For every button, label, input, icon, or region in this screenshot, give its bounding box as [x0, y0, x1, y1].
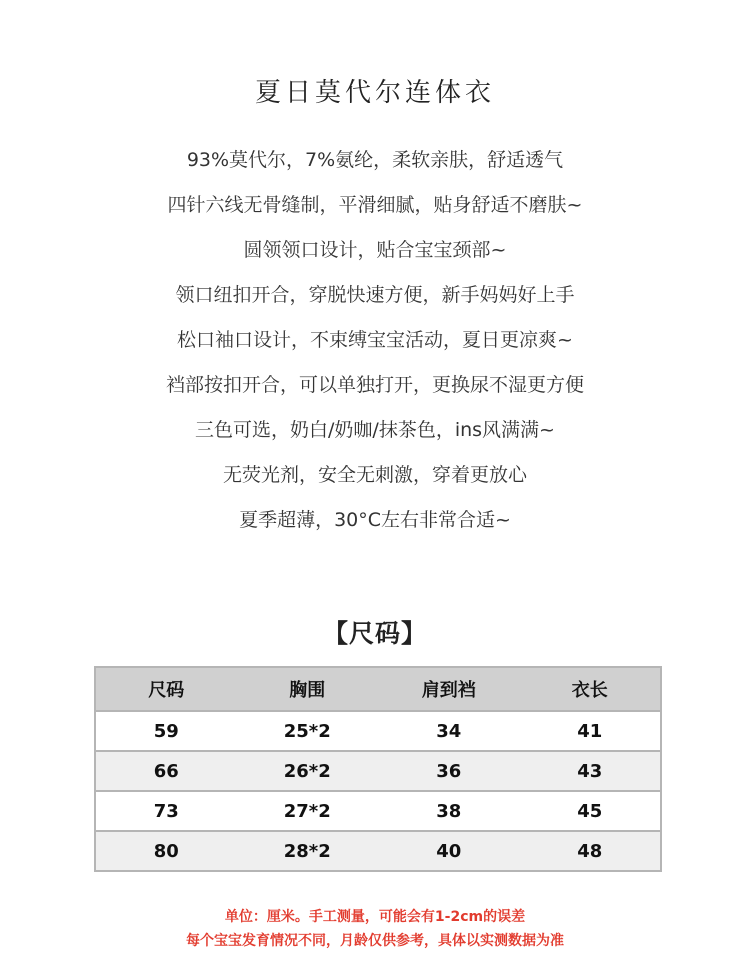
- table-cell: 66: [95, 751, 237, 791]
- table-cell: 26*2: [237, 751, 379, 791]
- size-table: [94, 666, 662, 872]
- table-cell: 25*2: [237, 711, 379, 751]
- table-cell: 59: [95, 711, 237, 751]
- feature-item: 裆部按扣开合，可以单独打开，更换尿不湿更方便: [165, 374, 584, 396]
- table-cell: 48: [520, 831, 662, 871]
- feature-list: [0, 143, 750, 548]
- table-cell: 41: [520, 711, 662, 751]
- note-line: 单位：厘米。手工测量，可能会有1-2cm的误差: [224, 909, 526, 925]
- product-title: 夏日莫代尔连体衣: [254, 78, 495, 108]
- table-cell: 38: [378, 791, 520, 831]
- table-cell: 80: [95, 831, 237, 871]
- note-line: 每个宝宝发育情况不同，月龄仅供参考，具体以实测数据为准: [186, 933, 564, 949]
- table-cell: 43: [520, 751, 662, 791]
- feature-item: 93%莫代尔，7%氨纶，柔软亲肤，舒适透气: [186, 149, 564, 171]
- column-header-shoulder-to-crotch: 肩到裆: [378, 667, 520, 711]
- table-cell: 28*2: [237, 831, 379, 871]
- feature-item: 无荧光剂，安全无刺激，穿着更放心: [222, 464, 527, 486]
- table-cell: 34: [378, 711, 520, 751]
- feature-item: 四针六线无骨缝制，平滑细腻，贴身舒适不磨肤~: [167, 194, 583, 216]
- table-cell: 40: [378, 831, 520, 871]
- table-row: [95, 711, 661, 751]
- column-header-size: 尺码: [95, 667, 237, 711]
- table-cell: 36: [378, 751, 520, 791]
- feature-item: 圆领领口设计，贴合宝宝颈部~: [243, 239, 507, 261]
- table-header-row: [95, 667, 661, 711]
- feature-item: 松口袖口设计，不束缚宝宝活动，夏日更凉爽~: [177, 329, 573, 351]
- feature-item: 夏季超薄，30°C左右非常合适~: [239, 509, 511, 531]
- column-header-chest: 胸围: [237, 667, 379, 711]
- table-row: [95, 791, 661, 831]
- table-cell: 73: [95, 791, 237, 831]
- table-row: [95, 831, 661, 871]
- column-header-length: 衣长: [520, 667, 662, 711]
- table-cell: 45: [520, 791, 662, 831]
- size-heading: 【尺码】: [322, 619, 427, 648]
- feature-item: 三色可选，奶白/奶咖/抹茶色，ins风满满~: [195, 419, 555, 441]
- table-row: [95, 751, 661, 791]
- measurement-notes: [0, 905, 750, 953]
- feature-item: 领口纽扣开合，穿脱快速方便，新手妈妈好上手: [175, 284, 575, 306]
- table-cell: 27*2: [237, 791, 379, 831]
